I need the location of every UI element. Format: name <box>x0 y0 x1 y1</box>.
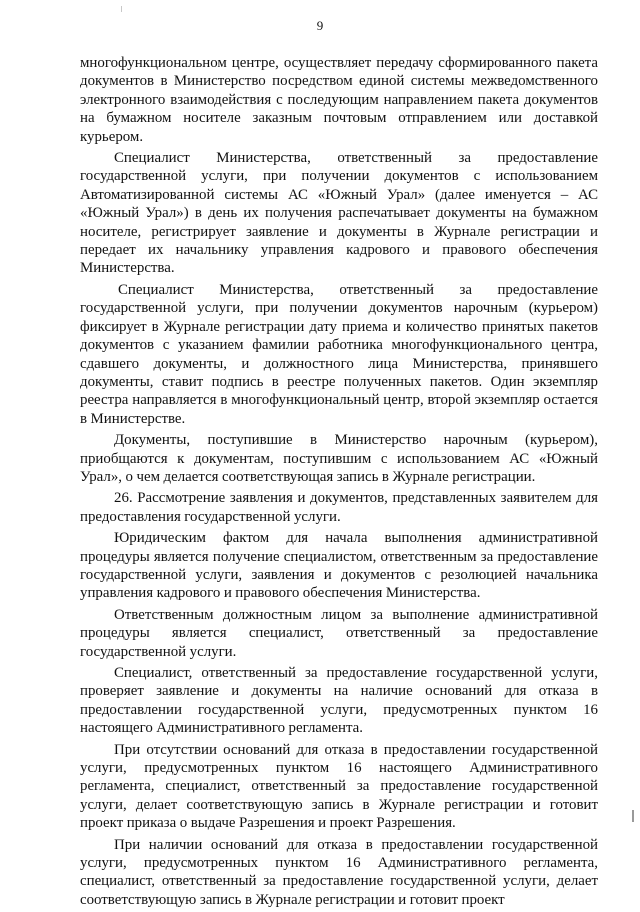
paragraph-3: Специалист Министерства, ответственный за предоставление государственной услуги, при получении документов нарочным (курьером) фиксирует в Журнале регистрации дату приема и количество принятых пакетов документов с указанием фамилии работника многофункционального центра, сдавшего документы, и должностного лица Министерства, принявшего документы, ставит подпись в реестре полученных пакетов. Один экземпляр реестра направляется в многофункциональный центр, второй экземпляр остается в Министерстве. <box>80 281 598 427</box>
page-number: 9 <box>316 18 324 33</box>
paragraph-2: Специалист Министерства, ответственный за предоставление государственной услуги, при получении документов с использованием Автоматизированной системы АС «Южный Урал» (далее именуется – АС «Южный Урал») в день их получения распечатывает документы на бумажном носителе, регистрирует заявление и документы в Журнале регистрации и передает их начальнику управления кадрового и правового обеспечения Министерства. <box>80 150 598 277</box>
paragraph-8: Специалист, ответственный за предоставление государственной услуги, проверяет заявление и документы на наличие оснований для отказа в предоставлении государственной услуги, предусмотренных пунктом 16 настоящего Административного регламента. <box>80 665 598 737</box>
paragraph-7: Ответственным должностным лицом за выполнение административной процедуры является специалист, ответственный за предоставление государственной услуги. <box>80 606 598 660</box>
paragraph-9: При отсутствии оснований для отказа в предоставлении государственной услуги, предусмотренных пунктом 16 настоящего Административного регламента, специалист, ответственный за предоставление государственной услуги, делает соответствующую запись в Журнале регистрации и готовит проект приказа о выдаче Разрешения и проект Разрешения. <box>80 741 598 832</box>
document-body <box>80 54 598 912</box>
paragraph-4: Документы, поступившие в Министерство нарочным (курьером), приобщаются к документам, поступившим с использованием АС «Южный Урал», о чем делается соответствующая запись в Журнале регистрации. <box>80 432 598 485</box>
paragraph-1: многофункциональном центре, осуществляет передачу сформированного пакета документов в Министерство посредством единой системы межведомственного электронного взаимодействия с последующим направлением пакета документов на бумажном носителе заказным почтовым отправлением или доставкой курьером. <box>80 55 598 145</box>
section-heading-26: 26. Рассмотрение заявления и документов, представленных заявителем для предоставления государственной услуги. <box>80 490 598 525</box>
scan-edge-mark <box>632 810 634 822</box>
scan-artifact <box>121 6 122 12</box>
paragraph-6: Юридическим фактом для начала выполнения административной процедуры является получение специалистом, ответственным за предоставление государственной услуги, заявления и документов с резолюцией начальника управления кадрового и правового обеспечения Министерства. <box>80 530 598 602</box>
paragraph-10: При наличии оснований для отказа в предоставлении государственной услуги, предусмотренных пунктом 16 Административного регламента, специалист, ответственный за предоставление государственной услуги, делает соответствующую запись в Журнале регистрации и готовит проект <box>80 836 598 908</box>
